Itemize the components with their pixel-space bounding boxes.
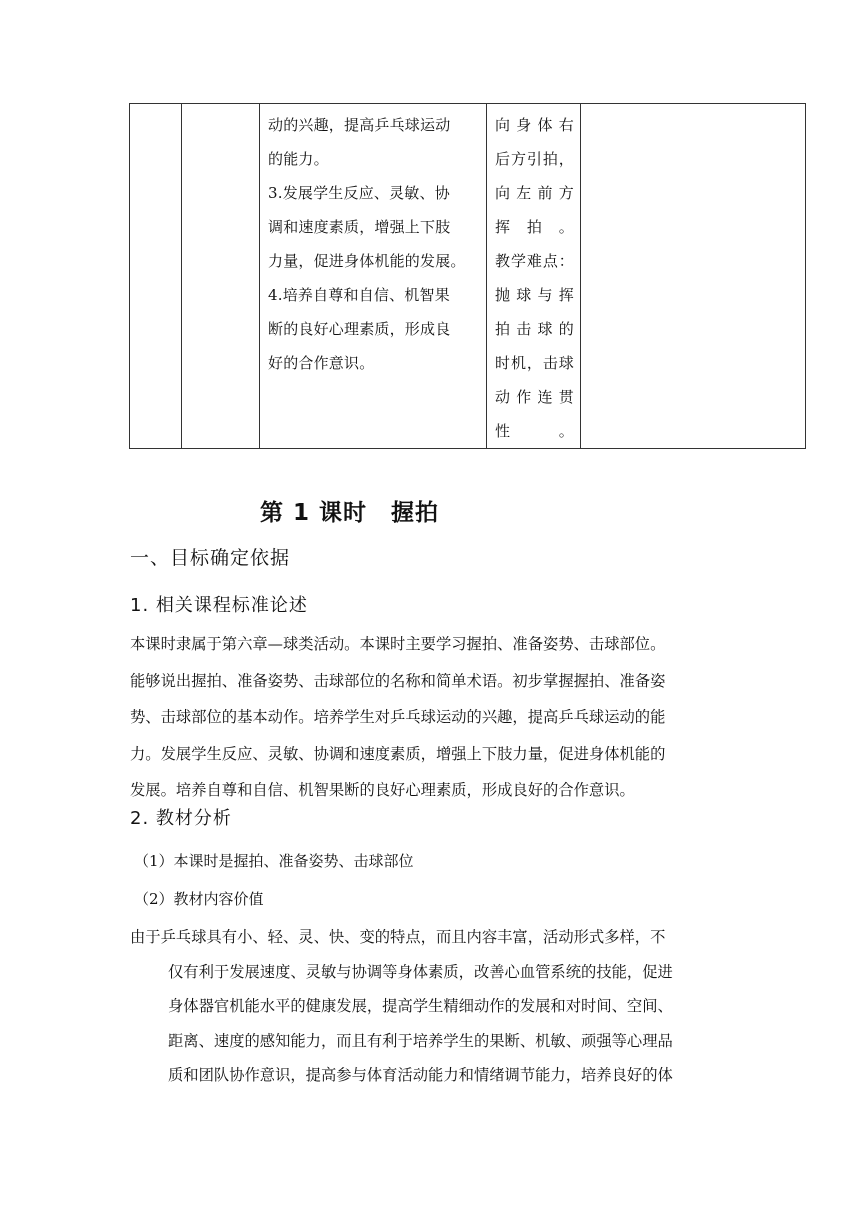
key-points-line: 向左前方 bbox=[495, 184, 574, 202]
key-points-line: 动作连贯 bbox=[495, 388, 574, 406]
paragraph-line: 由于乒乓球具有小、轻、灵、快、变的特点，而且内容丰富，活动形式多样，不 bbox=[130, 928, 666, 946]
analysis-item-1: （1）本课时是握拍、准备姿势、击球部位 bbox=[134, 852, 414, 870]
section-heading: 一、目标确定依据 bbox=[130, 547, 291, 569]
key-points-line: 拍击球的 bbox=[495, 320, 574, 338]
key-points-line: 后方引拍， bbox=[495, 150, 574, 168]
value-paragraph bbox=[130, 920, 742, 1093]
subsection-heading-standards: 1. 相关课程标准论述 bbox=[130, 595, 308, 616]
key-points-cell bbox=[487, 104, 581, 449]
paragraph-line: 势、击球部位的基本动作。培养学生对乒乓球运动的兴趣，提高乒乓球运动的能 bbox=[130, 708, 666, 726]
paragraph-line: 能够说出握拍、准备姿势、击球部位的名称和简单术语。初步掌握握拍、准备姿 bbox=[130, 671, 666, 690]
objectives-line: 好的合作意识。 bbox=[268, 354, 375, 372]
analysis-item-2: （2）教材内容价值 bbox=[134, 890, 264, 908]
paragraph-line: 距离、速度的感知能力，而且有利于培养学生的果断、机敏、顽强等心理品 bbox=[168, 1031, 673, 1050]
key-points-line: 性。 bbox=[495, 422, 574, 440]
key-points-line: 挥拍。 bbox=[495, 218, 574, 236]
lesson-title: 第 1 课时 握拍 bbox=[260, 500, 440, 526]
table-cell-empty-5 bbox=[581, 104, 806, 449]
objectives-line: 调和速度素质，增强上下肢 bbox=[268, 218, 451, 236]
table-cell-empty-1 bbox=[130, 104, 182, 449]
table-row bbox=[130, 104, 806, 449]
standards-paragraph bbox=[130, 626, 740, 809]
objectives-line: 动的兴趣，提高乒乓球运动 bbox=[268, 116, 451, 134]
objectives-line: 力量，促进身体机能的发展。 bbox=[268, 252, 466, 270]
subsection-heading-analysis: 2. 教材分析 bbox=[130, 808, 232, 829]
objectives-line: 的能力。 bbox=[268, 150, 329, 168]
paragraph-line: 质和团队协作意识，提高参与体育活动能力和情绪调节能力，培养良好的体 bbox=[168, 1066, 673, 1084]
paragraph-line: 发展。培养自尊和自信、机智果断的良好心理素质，形成良好的合作意识。 bbox=[130, 781, 635, 799]
objectives-line: 3.发展学生反应、灵敏、协 bbox=[268, 184, 450, 202]
paragraph-line: 力。发展学生反应、灵敏、协调和速度素质，增强上下肢力量，促进身体机能的 bbox=[130, 744, 666, 763]
objectives-line: 4.培养自尊和自信、机智果 bbox=[268, 286, 450, 304]
paragraph-line: 本课时隶属于第六章—球类活动。本课时主要学习握拍、准备姿势、击球部位。 bbox=[130, 635, 666, 653]
key-points-line: 抛球与挥 bbox=[495, 286, 574, 304]
table-cell-empty-2 bbox=[182, 104, 260, 449]
key-points-line: 时机，击球 bbox=[495, 354, 574, 372]
paragraph-line: 仅有利于发展速度、灵敏与协调等身体素质，改善心血管系统的技能，促进 bbox=[168, 962, 673, 981]
key-points-line: 向身体右 bbox=[495, 116, 574, 134]
objectives-line: 断的良好心理素质，形成良 bbox=[268, 320, 451, 338]
lesson-plan-table bbox=[129, 103, 806, 449]
objectives-cell bbox=[260, 104, 487, 449]
paragraph-line: 身体器官机能水平的健康发展，提高学生精细动作的发展和对时间、空间、 bbox=[168, 997, 673, 1015]
key-points-line: 教学难点： bbox=[495, 252, 574, 270]
